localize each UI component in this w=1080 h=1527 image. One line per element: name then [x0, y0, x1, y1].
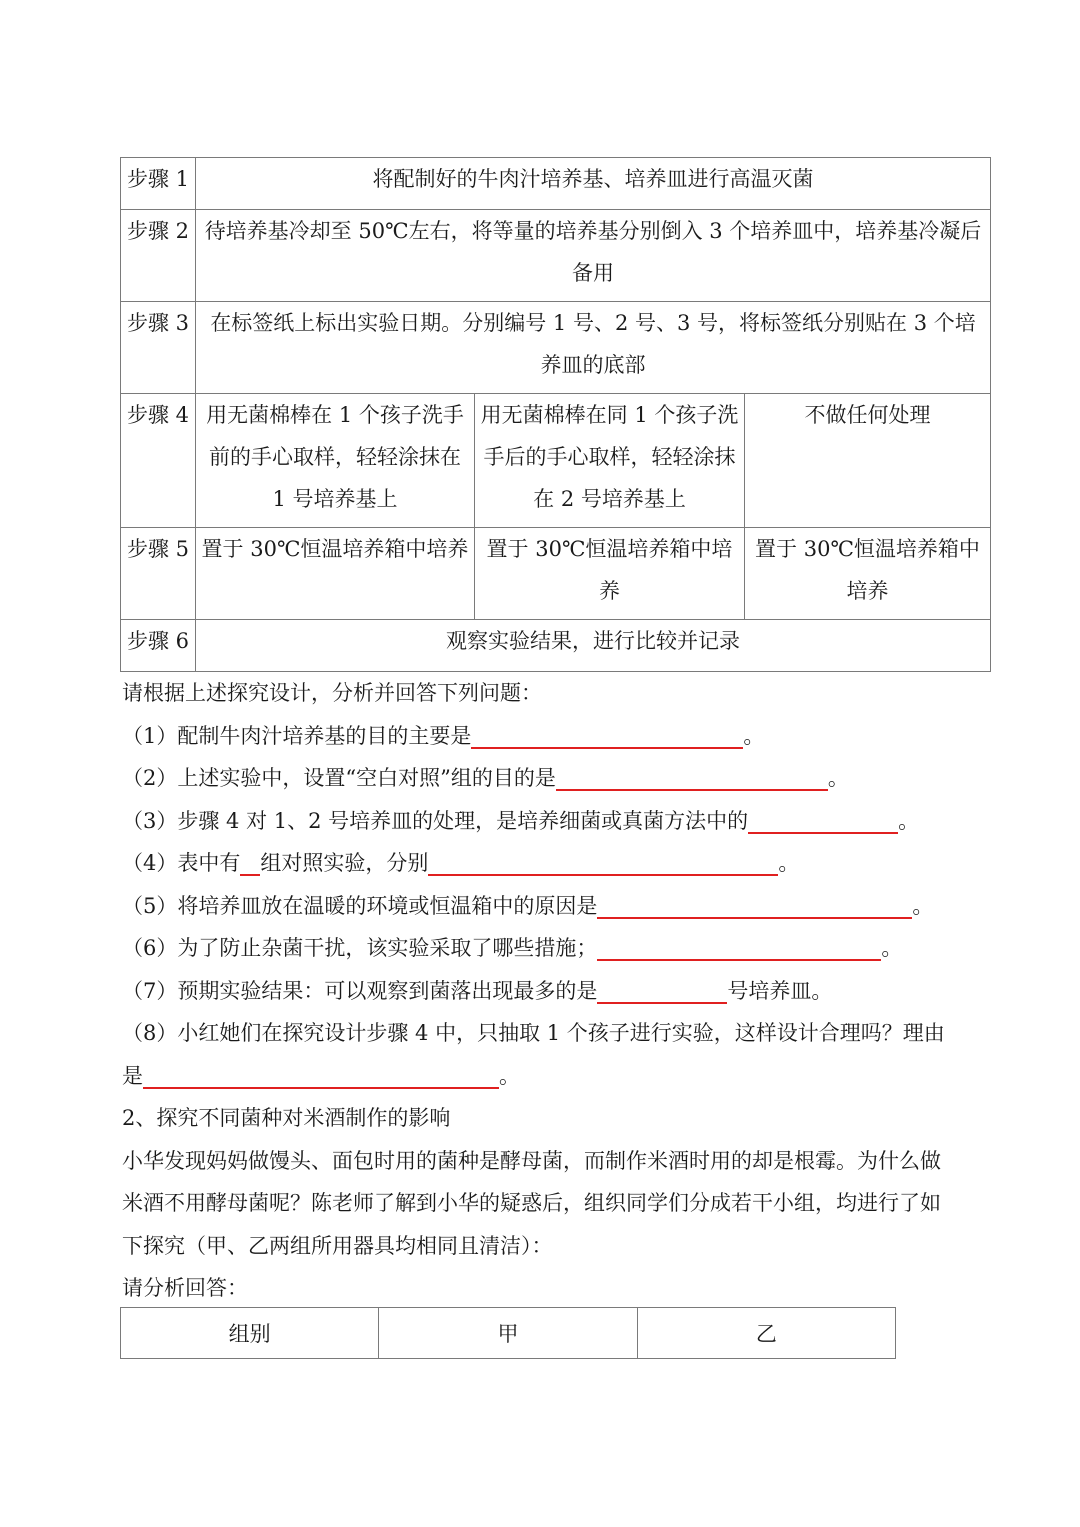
- question-text: 是: [122, 1063, 143, 1088]
- question-7: [122, 970, 990, 1013]
- question-text: （1）配制牛肉汁培养基的目的主要是: [122, 723, 472, 748]
- question-end: 。: [778, 851, 800, 875]
- question-8-cont: [122, 1055, 990, 1098]
- step-cell: 用无菌棉棒在同 1 个孩子洗手后的手心取样，轻轻涂抹在 2 号培养基上: [475, 394, 745, 528]
- step-cell: 不做任何处理: [745, 394, 991, 528]
- answer-blank[interactable]: [428, 846, 778, 876]
- question-end: 。: [912, 893, 934, 918]
- question-8: [122, 1012, 990, 1055]
- step-content: 观察实验结果，进行比较并记录: [196, 620, 991, 672]
- step-cell: 置于 30℃恒温培养箱中培养: [475, 528, 745, 620]
- answer-blank[interactable]: [597, 889, 912, 919]
- step-cell: 置于 30℃恒温培养箱中培养: [745, 528, 991, 620]
- question-6: [122, 927, 990, 970]
- step-label: 步骤 3: [121, 302, 196, 394]
- answer-blank[interactable]: [597, 974, 727, 1004]
- step-label: 步骤 2: [121, 210, 196, 302]
- question-text: （4）表中有: [122, 851, 241, 875]
- table-row: [121, 1308, 896, 1359]
- step-label: 步骤 5: [121, 528, 196, 620]
- answer-blank[interactable]: [597, 931, 881, 961]
- question-text: （2）上述实验中，设置“空白对照”组的目的是: [122, 766, 556, 790]
- answer-blank[interactable]: [143, 1059, 499, 1089]
- table-row: [121, 210, 991, 302]
- step-label: 步骤 6: [121, 620, 196, 672]
- step-label: 步骤 1: [121, 158, 196, 210]
- step-cell: 置于 30℃恒温培养箱中培养: [196, 528, 475, 620]
- answer-blank[interactable]: [240, 846, 260, 876]
- answer-blank[interactable]: [556, 761, 828, 791]
- question-text: （5）将培养皿放在温暖的环境或恒温箱中的原因是: [122, 893, 598, 918]
- table-row: [121, 620, 991, 672]
- section-2-prompt: 请分析回答：: [122, 1276, 248, 1300]
- answer-blank[interactable]: [471, 719, 743, 749]
- question-5: [122, 885, 990, 928]
- question-end: 。: [881, 936, 903, 960]
- question-4: [122, 842, 990, 885]
- answer-blank[interactable]: [748, 804, 898, 834]
- question-end: 。: [898, 808, 920, 833]
- question-end: 。: [743, 723, 765, 748]
- groups-table: [120, 1307, 896, 1359]
- question-end: 。: [827, 766, 849, 790]
- question-text: （7）预期实验结果：可以观察到菌落出现最多的是: [122, 978, 598, 1003]
- question-end: 号培养皿。: [727, 978, 833, 1003]
- questions-section: [122, 672, 990, 1310]
- question-2: [122, 757, 990, 800]
- table-row: [121, 528, 991, 620]
- question-3: [122, 800, 990, 843]
- question-end: 。: [499, 1063, 520, 1088]
- step-label: 步骤 4: [121, 394, 196, 528]
- group-header: 乙: [637, 1308, 895, 1359]
- table-row: [121, 302, 991, 394]
- question-1: [122, 715, 990, 758]
- step-content: 在标签纸上标出实验日期。分别编号 1 号、2 号、3 号，将标签纸分别贴在 3 个培养皿的底部: [196, 302, 991, 394]
- section-2-heading: 2、探究不同菌种对米酒制作的影响: [122, 1106, 451, 1130]
- step-content: 待培养基冷却至 50℃左右，将等量的培养基分别倒入 3 个培养皿中，培养基冷凝后备用: [196, 210, 991, 302]
- section-2-paragraph-line: 下探究（甲、乙两组所用器具均相同且清洁）：: [122, 1233, 553, 1258]
- question-mid: 组对照实验，分别: [260, 851, 429, 875]
- table-row: [121, 394, 991, 528]
- steps-table: [120, 157, 991, 672]
- section-2-paragraph-line: 米酒不用酵母菌呢？陈老师了解到小华的疑惑后，组织同学们分成若干小组，均进行了如: [122, 1191, 941, 1215]
- step-cell: 用无菌棉棒在 1 个孩子洗手前的手心取样，轻轻涂抹在 1 号培养基上: [196, 394, 475, 528]
- questions-intro: 请根据上述探究设计，分析并回答下列问题：: [122, 681, 542, 705]
- question-text: （3）步骤 4 对 1、2 号培养皿的处理，是培养细菌或真菌方法中的: [122, 808, 749, 833]
- table-row: [121, 158, 991, 210]
- question-text: （6）为了防止杂菌干扰，该实验采取了哪些措施；: [122, 936, 598, 960]
- section-2-paragraph-line: 小华发现妈妈做馒头、面包时用的菌种是酵母菌，而制作米酒时用的却是根霉。为什么做: [122, 1148, 941, 1173]
- group-header: 组别: [121, 1308, 379, 1359]
- step-content: 将配制好的牛肉汁培养基、培养皿进行高温灭菌: [196, 158, 991, 210]
- group-header: 甲: [379, 1308, 637, 1359]
- question-text: （8）小红她们在探究设计步骤 4 中，只抽取 1 个孩子进行实验，这样设计合理吗？理由: [122, 1021, 945, 1045]
